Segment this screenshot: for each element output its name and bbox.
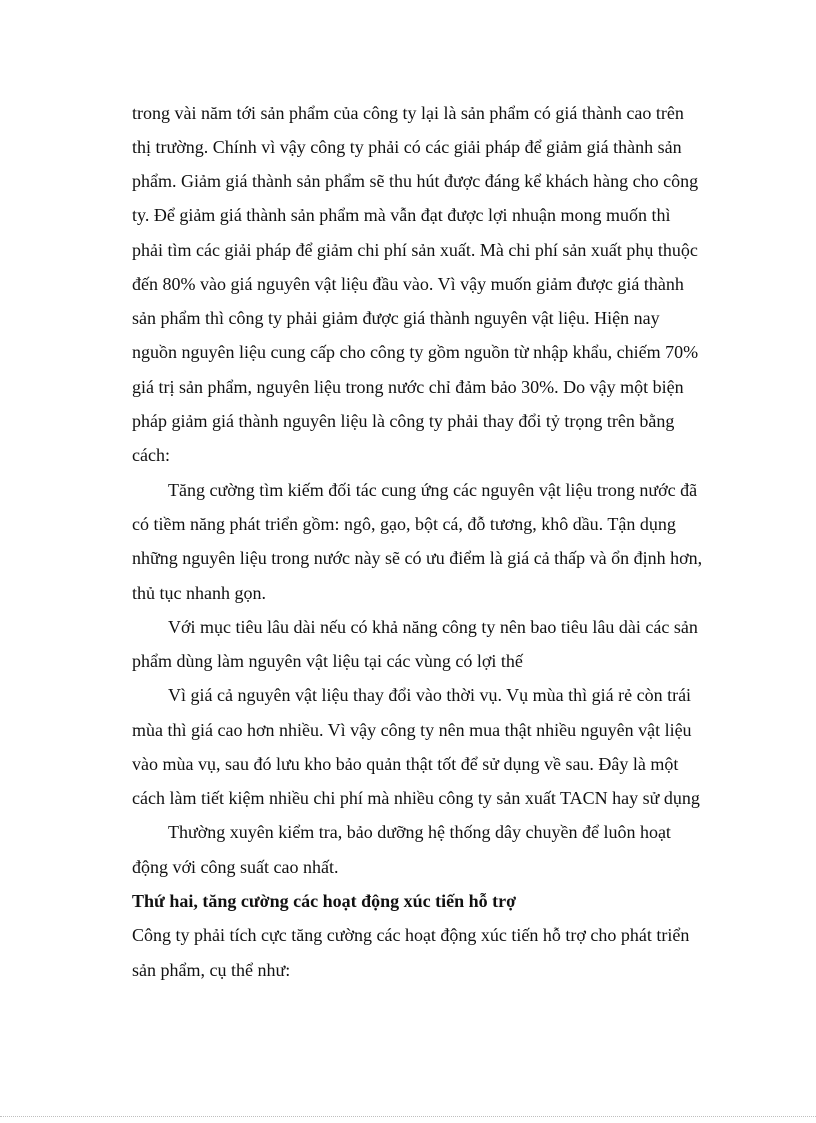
paragraph-1-line-8: nguồn nguyên liệu cung cấp cho công ty gồm nguồn từ nhập khẩu, chiếm 70% <box>132 342 699 362</box>
paragraph-3-line-2: phẩm dùng làm nguyên vật liệu tại các vùng có lợi thế <box>132 651 523 671</box>
paragraph-5-line-1: Thường xuyên kiểm tra, bảo dưỡng hệ thống dây chuyền để luôn hoạt <box>168 822 671 842</box>
paragraph-2-line-3: những nguyên liệu trong nước này sẽ có ưu điểm là giá cả thấp và ổn định hơn, <box>132 548 703 568</box>
page-bottom-divider <box>0 1116 816 1117</box>
paragraph-2-line-2: có tiềm năng phát triển gồm: ngô, gạo, bột cá, đỗ tương, khô dầu. Tận dụng <box>132 514 676 534</box>
paragraph-1-line-1: trong vài năm tới sản phẩm của công ty lại là sản phẩm có giá thành cao trên <box>132 103 684 123</box>
paragraph-4-line-1: Vì giá cả nguyên vật liệu thay đổi vào thời vụ. Vụ mùa thì giá rẻ còn trái <box>168 685 692 705</box>
paragraph-4-line-3: vào mùa vụ, sau đó lưu kho bảo quản thật tốt để sử dụng về sau. Đây là một <box>132 754 679 774</box>
paragraph-3-line-1: Với mục tiêu lâu dài nếu có khả năng công ty nên bao tiêu lâu dài các sản <box>168 617 698 637</box>
paragraph-1-line-5: phải tìm các giải pháp để giảm chi phí sản xuất. Mà chi phí sản xuất phụ thuộc <box>132 240 698 260</box>
paragraph-1-line-11: cách: <box>132 445 170 465</box>
paragraph-5-line-2: động với công suất cao nhất. <box>132 857 339 877</box>
paragraph-1-line-4: ty. Để giảm giá thành sản phẩm mà vẫn đạt được lợi nhuận mong muốn thì <box>132 205 671 225</box>
closing-paragraph-line-2: sản phẩm, cụ thể như: <box>132 960 291 980</box>
paragraph-2-line-1: Tăng cường tìm kiếm đối tác cung ứng các nguyên vật liệu trong nước đã <box>168 480 698 500</box>
paragraph-4-line-4: cách làm tiết kiệm nhiều chi phí mà nhiều công ty sản xuất TACN hay sử dụng <box>132 788 700 808</box>
paragraph-1-line-7: sản phẩm thì công ty phải giảm được giá thành nguyên vật liệu. Hiện nay <box>132 308 660 328</box>
paragraph-2-line-4: thủ tục nhanh gọn. <box>132 583 266 603</box>
closing-paragraph-line-1: Công ty phải tích cực tăng cường các hoạt động xúc tiến hỗ trợ cho phát triển <box>132 925 690 945</box>
section-heading: Thứ hai, tăng cường các hoạt động xúc tiến hỗ trợ <box>132 891 517 911</box>
paragraph-1-line-6: đến 80% vào giá nguyên vật liệu đầu vào. Vì vậy muốn giảm được giá thành <box>132 274 684 294</box>
paragraph-1-line-2: thị trường. Chính vì vậy công ty phải có các giải pháp để giảm giá thành sản <box>132 137 682 157</box>
paragraph-1-line-10: pháp giảm giá thành nguyên liệu là công ty phải thay đổi tỷ trọng trên bằng <box>132 411 675 431</box>
paragraph-1-line-3: phẩm. Giảm giá thành sản phẩm sẽ thu hút được đáng kể khách hàng cho công <box>132 171 699 191</box>
paragraph-1-line-9: giá trị sản phẩm, nguyên liệu trong nước chỉ đảm bảo 30%. Do vậy một biện <box>132 377 684 397</box>
paragraph-4-line-2: mùa thì giá cao hơn nhiều. Vì vậy công ty nên mua thật nhiều nguyên vật liệu <box>132 720 692 740</box>
